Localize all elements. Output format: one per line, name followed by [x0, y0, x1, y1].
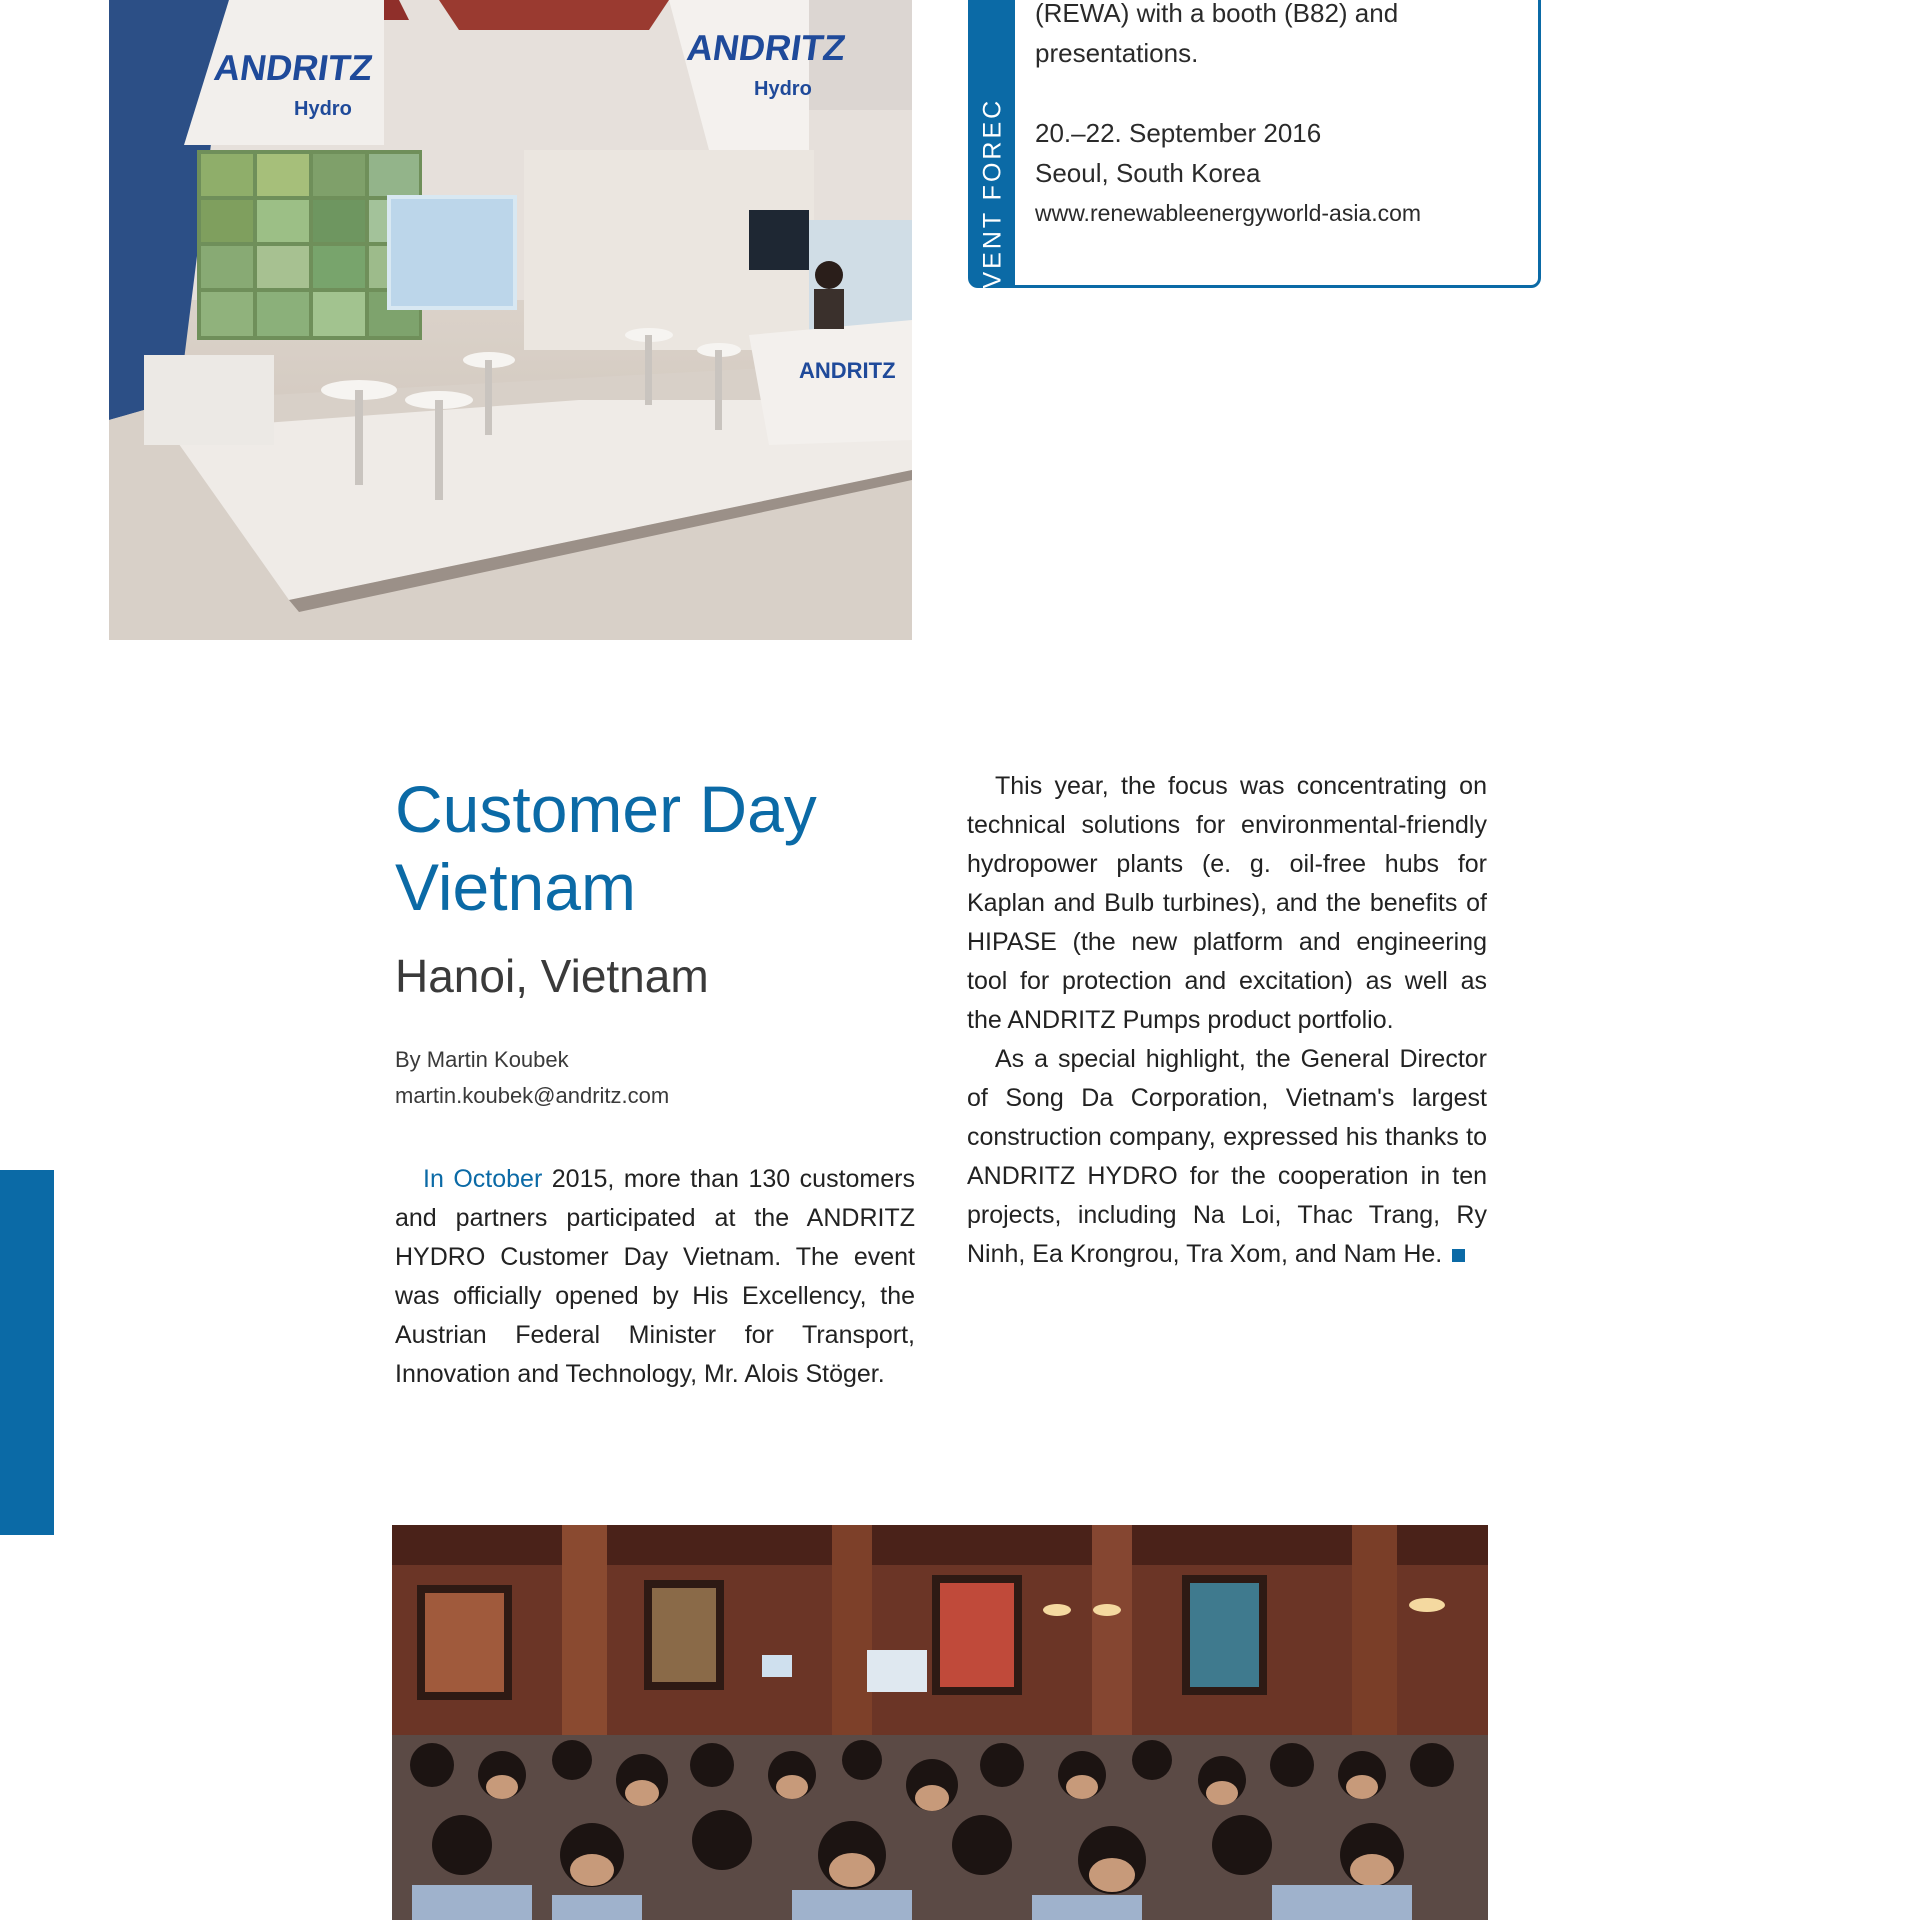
lead-words: In October	[423, 1165, 543, 1193]
event-forecast-tab-label: EVENT FOREC	[978, 97, 1007, 309]
article-column-right	[967, 767, 1487, 1274]
booth-sign-hydro-right: Hydro	[754, 78, 812, 100]
article-title: Customer Day Vietnam	[395, 772, 817, 924]
event-forecast-box	[968, 0, 1541, 309]
event-url-link[interactable]: www.renewableenergyworld-asia.com	[1035, 200, 1422, 226]
author-email-link[interactable]: martin.koubek@andritz.com	[395, 1083, 670, 1108]
event-line-1: (REWA) with a booth (B82) and	[1035, 0, 1399, 28]
article-subtitle: Hanoi, Vietnam	[395, 950, 709, 1002]
author-name: By Martin Koubek	[395, 1047, 569, 1072]
booth-sign-andritz-right: ANDRITZ	[684, 27, 849, 68]
end-of-article-square-icon	[1452, 1249, 1465, 1262]
event-forecast-tab	[971, 0, 1015, 309]
article-column-left	[395, 1160, 915, 1394]
paragraph-3-text: As a special highlight, the General Director of Song Da Corporation, Vietnam's largest construction company, expressed his thanks to ANDRITZ HYDRO for the cooperation in ten projects, including Na Loi, Thac Trang, Ry Ninh, Ea Krongrou, Tra Xom, and Nam He.	[967, 1045, 1487, 1268]
exhibition-booth-photo	[109, 0, 912, 640]
booth-sign-andritz-left: ANDRITZ	[211, 47, 376, 88]
article-paragraph-1	[395, 1160, 915, 1394]
event-line-2: presentations.	[1035, 38, 1199, 68]
event-date: 20.–22. September 2016	[1035, 118, 1322, 148]
paragraph-1-text: 2015, more than 130 customers and partners participated at the ANDRITZ HYDRO Customer Day Vietnam. The event was officially opened by His Excellency, the Austrian Federal Minister for Transport, Innovation and Technology, Mr. Alois Stöger.	[395, 1165, 915, 1388]
section-accent-bar	[0, 1170, 54, 1535]
article-paragraph-2: This year, the focus was concentrating on technical solutions for environmental-friendly hydropower plants (e. g. oil-free hubs for Kaplan and Bulb turbines), and the benefits of HIPASE (the new platform and engineering tool for protection and excitation) as well as the ANDRITZ Pumps product portfolio.	[967, 772, 1487, 1034]
event-forecast-text	[1035, 0, 1515, 233]
article-byline	[395, 1042, 669, 1114]
booth-sign-andritz-counter: ANDRITZ	[799, 358, 896, 383]
customer-day-audience-photo	[392, 1525, 1488, 1920]
article-paragraph-3	[967, 1040, 1487, 1274]
booth-sign-hydro-left: Hydro	[294, 98, 352, 120]
event-location: Seoul, South Korea	[1035, 158, 1261, 188]
